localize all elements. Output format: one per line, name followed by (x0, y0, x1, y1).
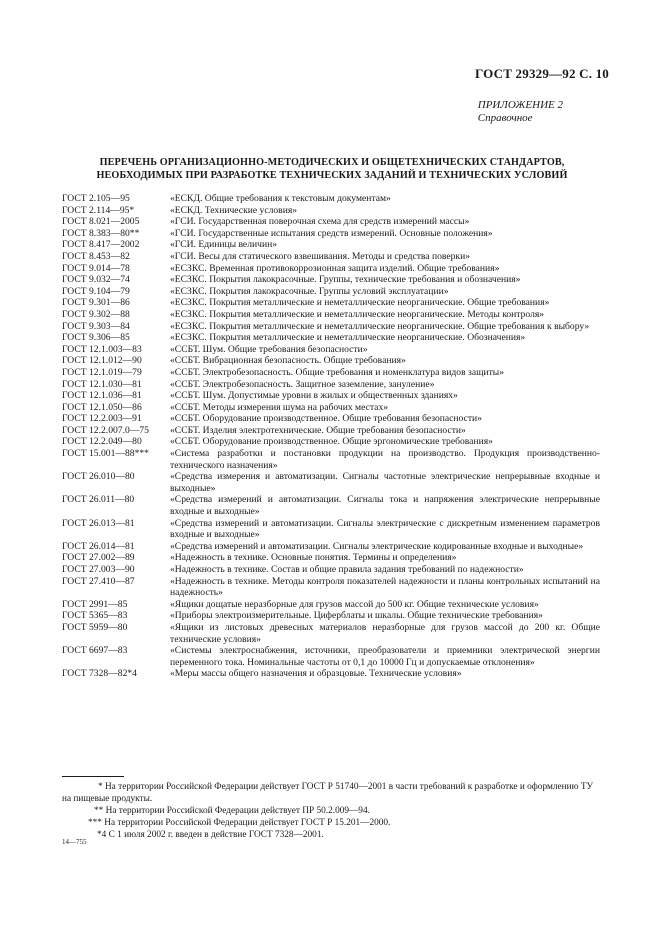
standard-row (62, 494, 600, 517)
standard-row (62, 413, 600, 425)
standard-code: ГОСТ 26.013—81 (62, 517, 135, 529)
footnote-3: *** На территории Российской Федерации действует ГОСТ Р 15.201—2000. (88, 818, 391, 828)
standard-code: ГОСТ 9.032—74 (62, 274, 130, 286)
standard-title: «ЕСКД. Общие требования к текстовым документам» (170, 193, 391, 204)
appendix-title: ПРИЛОЖЕНИЕ 2 (477, 99, 563, 111)
standard-code: ГОСТ 9.303—84 (62, 320, 130, 332)
footnote-divider (62, 776, 124, 777)
standard-code: ГОСТ 12.1.030—81 (62, 378, 142, 390)
footnote-4: *4 С 1 июля 2002 г. введен в действие ГОСТ 7328—2001. (97, 830, 324, 840)
standard-row (62, 332, 600, 344)
standard-title: «ГСИ. Весы для статического взвешивания. Методы и средства поверки» (170, 250, 471, 262)
standard-row (62, 216, 600, 228)
standard-code: ГОСТ 27.002—89 (62, 552, 135, 564)
standard-title: «ССБТ. Электробезопасность. Защитное заземление, зануление» (170, 378, 435, 390)
standard-title: «ЕСЗКС. Покрытия лакокрасочные. Группы, технические требования и обозначения» (170, 274, 521, 286)
standard-title: «ССБТ. Оборудование производственное. Общие эргономические требования» (170, 436, 493, 448)
standard-row (62, 274, 600, 286)
standard-row (62, 367, 600, 379)
standard-row (62, 228, 600, 240)
standard-row (62, 379, 600, 391)
standards-table (62, 193, 600, 680)
standard-code: ГОСТ 12.1.003—83 (62, 343, 142, 355)
footnote-2: ** На территории Российской Федерации действует ПР 50.2.009—94. (94, 806, 370, 816)
standard-row (62, 205, 600, 217)
standard-code: ГОСТ 7328—82*4 (62, 668, 137, 680)
standard-code: ГОСТ 8.417—2002 (62, 239, 140, 251)
standard-row (62, 402, 600, 414)
standard-row (62, 263, 600, 275)
standard-title: «ССБТ. Вибрационная безопасность. Общие требования» (170, 355, 406, 367)
standard-code: ГОСТ 2991—85 (62, 598, 128, 610)
standard-code: ГОСТ 5365—83 (62, 610, 128, 622)
standard-row (62, 471, 600, 494)
standard-code: ГОСТ 9.104—79 (62, 285, 130, 297)
standard-title: «Надежность в технике. Методы контроля показателей надежности и планы контрольных испытаний на надежность» (170, 575, 600, 599)
standard-row (62, 448, 600, 471)
standard-title: «ЕСКД. Технические условия» (170, 204, 298, 216)
standard-code: ГОСТ 12.1.019—79 (62, 366, 142, 378)
standard-row (62, 390, 600, 402)
standard-code: ГОСТ 12.2.049—80 (62, 436, 142, 448)
standard-row (62, 425, 600, 437)
standard-code: ГОСТ 8.383—80** (62, 227, 140, 239)
standard-row (62, 622, 600, 645)
standard-code: ГОСТ 15.001—88*** (62, 448, 149, 460)
standard-title: «Ящики дощатые неразборные для грузов массой до 500 кг. Общие технические условия» (170, 598, 539, 610)
standard-row (62, 576, 600, 599)
standard-title: «Средства измерений и автоматизации. Сигналы электрические кодированные входные и выходные» (170, 540, 584, 552)
standard-code: ГОСТ 26.011—80 (62, 494, 135, 506)
standard-title: «ССБТ. Электробезопасность. Общие требования и номенклатура видов защиты» (170, 366, 505, 378)
standard-row (62, 541, 600, 553)
standard-row (62, 668, 600, 680)
standard-title: «ГСИ. Государственная поверочная схема для средств измерений массы» (170, 216, 470, 228)
footnotes (62, 781, 600, 841)
standard-code: ГОСТ 8.453—82 (62, 250, 130, 262)
standard-code: ГОСТ 5959—80 (62, 621, 128, 633)
standard-code: ГОСТ 12.1.050—86 (62, 401, 142, 413)
standard-title: «ССБТ. Методы измерения шума на рабочих местах» (170, 401, 389, 413)
standard-title: «ЕСЗКС. Покрытия металлические и неметаллические неорганические. Общие требования» (170, 297, 550, 309)
standard-row (62, 518, 600, 541)
standard-row (62, 355, 600, 367)
standard-code: ГОСТ 27.410—87 (62, 575, 135, 587)
standard-row (62, 286, 600, 298)
standard-title: «Средства измерения и автоматизации. Сигналы частотные электрические непрерывные входные и выходные» (170, 471, 600, 494)
standard-code: ГОСТ 9.306—85 (62, 332, 130, 344)
page-header: ГОСТ 29329—92 С. 10 (475, 66, 609, 81)
standard-title: «Надежность в технике. Состав и общие правила задания требований по надежности» (170, 564, 524, 575)
standard-row (62, 239, 600, 251)
standard-row (62, 599, 600, 611)
standard-title: «ССБТ. Шум. Допустимые уровни в жилых и общественных зданиях» (170, 390, 458, 402)
standard-title: «Приборы электроизмерительные. Циферблаты и шкалы. Общие технические требования» (170, 610, 543, 622)
standard-row (62, 645, 600, 668)
standard-title: «ЕСЗКС. Временная противокоррозионная защита изделий. Общие требования» (170, 262, 500, 274)
standard-title: «ГСИ. Государственные испытания средств измерений. Основные положения» (170, 227, 493, 239)
standard-row (62, 552, 600, 564)
standard-row (62, 321, 600, 333)
standard-title: «Меры массы общего назначения и образцовые. Технические условия» (170, 668, 462, 680)
standard-title: «Надежность в технике. Основные понятия. Термины и определения» (170, 552, 457, 564)
standard-row (62, 344, 600, 356)
standard-title: «ЕСЗКС. Покрытия металлические и неметаллические неорганические. Общие требования к выбору» (170, 320, 590, 332)
standard-row (62, 309, 600, 321)
standard-code: ГОСТ 8.021—2005 (62, 216, 140, 228)
standard-code: ГОСТ 12.2.003—91 (62, 413, 142, 425)
standard-title: «ЕСЗКС. Покрытия металлические и неметаллические неорганические. Обозначения» (170, 332, 526, 344)
standard-title: «Системы электроснабжения, источники, преобразователи и приемники электрической энергии переменного тока. Номинальные частоты от 0,1 до 10000 Гц и допускаемые отклонения» (170, 645, 600, 668)
footnote-1: * На территории Российской Федерации действует ГОСТ Р 51740—2001 в части требований к разработке и оформлению ТУ на пищевые продукты. (62, 782, 594, 804)
standard-title: «ЕСЗКС. Покрытия лакокрасочные. Группы условий эксплуатации» (170, 285, 449, 297)
standard-row (62, 251, 600, 263)
standard-code: ГОСТ 12.2.007.0—75 (62, 424, 149, 436)
print-code: 14—755 (62, 838, 87, 846)
standard-code: ГОСТ 9.302—88 (62, 308, 130, 320)
standard-title: «Ящики из листовых древесных материалов неразборные для грузов массой до 200 кг. Общие технические условия» (170, 621, 600, 645)
standard-title: «ССБТ. Оборудование производственное. Общие требования безопасности» (170, 413, 482, 425)
document-title: ПЕРЕЧЕНЬ ОРГАНИЗАЦИОННО-МЕТОДИЧЕСКИХ И ОБЩЕТЕХНИЧЕСКИХ СТАНДАРТОВ, НЕОБХОДИМЫХ ПРИ РАЗРАБОТКЕ ТЕХНИЧЕСКИХ ЗАДАНИЙ И ТЕХНИЧЕСКИХ УСЛОВИЙ (96, 157, 568, 181)
standard-code: ГОСТ 2.114—95* (62, 204, 135, 216)
standard-title: «Система разработки и постановки продукции на производство. Продукция производственно-технического назначения» (170, 448, 600, 471)
standard-code: ГОСТ 6697—83 (62, 645, 128, 657)
standard-title: «ССБТ. Шум. Общие требования безопасности» (170, 343, 368, 355)
standard-code: ГОСТ 26.014—81 (62, 540, 135, 552)
standard-code: ГОСТ 27.003—90 (62, 564, 135, 575)
standard-title: «ГСИ. Единицы величин» (170, 239, 278, 251)
appendix-subtitle: Справочное (477, 112, 533, 124)
standard-row (62, 193, 600, 205)
standard-code: ГОСТ 9.301—86 (62, 297, 130, 309)
standard-code: ГОСТ 12.1.036—81 (62, 390, 142, 402)
standard-code: ГОСТ 12.1.012—90 (62, 355, 142, 367)
standard-row (62, 297, 600, 309)
standard-row (62, 610, 600, 622)
standard-code: ГОСТ 9.014—78 (62, 262, 130, 274)
standard-title: «Средства измерений и автоматизации. Сигналы электрические с дискретным изменением параметров входные и выходные» (170, 517, 600, 541)
standard-row (62, 436, 600, 448)
standard-row (62, 564, 600, 576)
standard-code: ГОСТ 2.105—95 (62, 193, 130, 204)
standard-title: «ССБТ. Изделия электротехнические. Общие требования безопасности» (170, 424, 466, 436)
standard-title: «Средства измерений и автоматизации. Сигналы тока и напряжения электрические непрерывные входные и выходные» (170, 494, 600, 518)
appendix-label (478, 99, 563, 125)
standard-code: ГОСТ 26.010—80 (62, 471, 135, 483)
standard-title: «ЕСЗКС. Покрытия металлические и неметаллические неорганические. Методы контроля» (170, 308, 545, 320)
